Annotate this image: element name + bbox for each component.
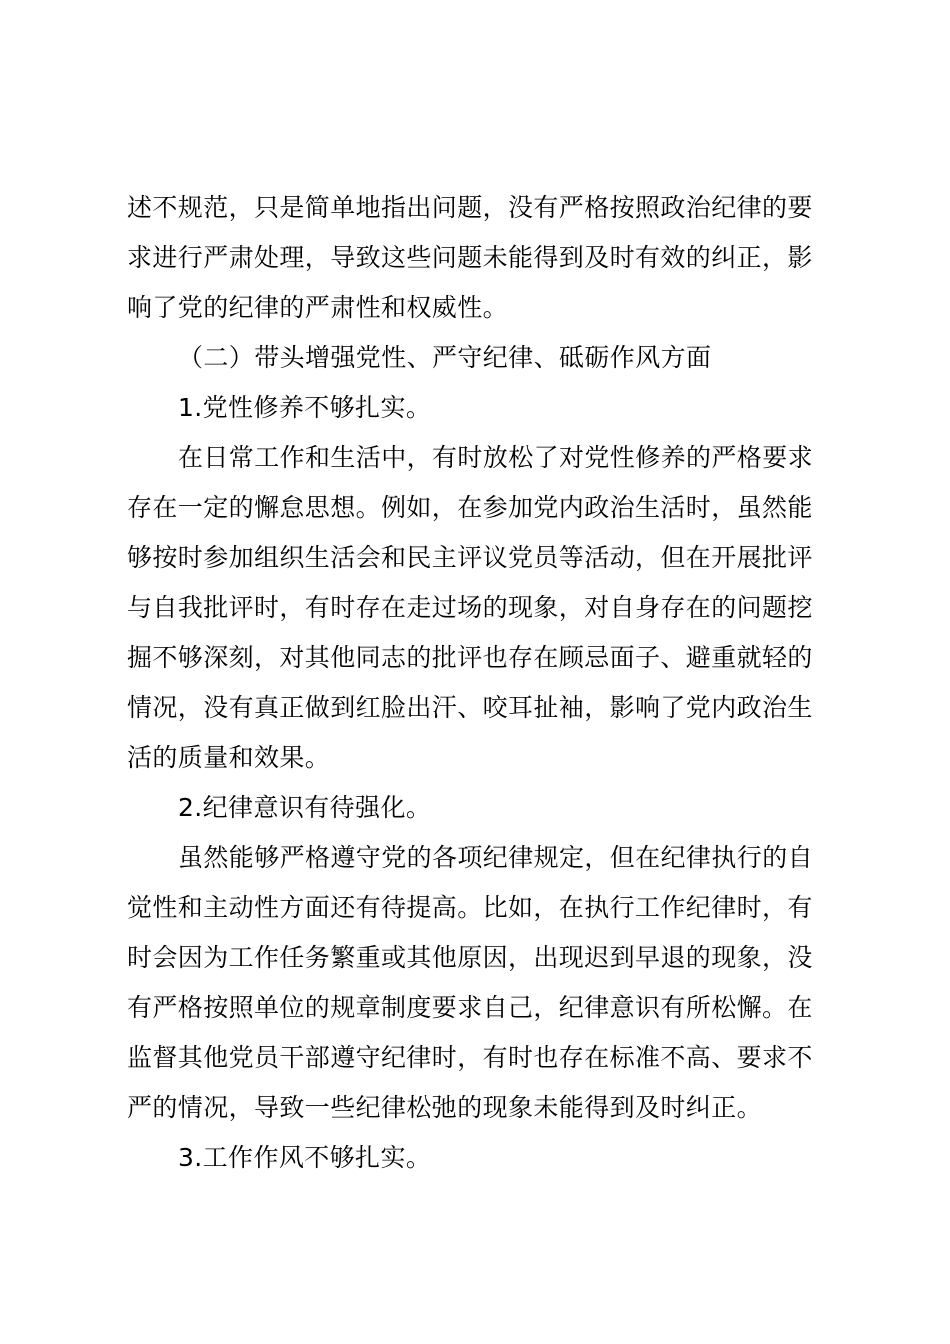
text-line: 与自我批评时，有时存在走过场的现象，对自身存在的问题挖 — [127, 593, 813, 622]
section-heading: （二）带头增强党性、严守纪律、砥砺作风方面 — [178, 343, 712, 372]
text-line: 响了党的纪律的严肃性和权威性。 — [127, 293, 509, 322]
subsection-heading: 3.工作作风不够扎实。 — [178, 1143, 432, 1172]
text-line: 够按时参加组织生活会和民主评议党员等活动，但在开展批评 — [127, 543, 813, 572]
text-line: 严的情况，导致一些纪律松弛的现象未能得到及时纠正。 — [127, 1093, 763, 1122]
text-line: 有严格按照单位的规章制度要求自己，纪律意识有所松懈。在 — [127, 993, 813, 1022]
text-line: 情况，没有真正做到红脸出汗、咬耳扯袖，影响了党内政治生 — [127, 693, 813, 722]
text-line: 求进行严肃处理，导致这些问题未能得到及时有效的纠正，影 — [127, 243, 813, 272]
text-line: 存在一定的懈怠思想。例如，在参加党内政治生活时，虽然能 — [127, 493, 813, 522]
text-line: 时会因为工作任务繁重或其他原因，出现迟到早退的现象，没 — [127, 943, 813, 972]
text-line: 觉性和主动性方面还有待提高。比如，在执行工作纪律时，有 — [127, 893, 813, 922]
document-body — [127, 183, 837, 1183]
text-line: 监督其他党员干部遵守纪律时，有时也存在标准不高、要求不 — [127, 1043, 813, 1072]
text-line: 掘不够深刻，对其他同志的批评也存在顾忌面子、避重就轻的 — [127, 643, 813, 672]
text-line: 在日常工作和生活中，有时放松了对党性修养的严格要求 — [178, 443, 814, 472]
subsection-heading: 1.党性修养不够扎实。 — [178, 393, 432, 422]
text-line: 述不规范，只是简单地指出问题，没有严格按照政治纪律的要 — [127, 193, 813, 222]
text-line: 虽然能够严格遵守党的各项纪律规定，但在纪律执行的自 — [178, 843, 814, 872]
text-line: 活的质量和效果。 — [127, 743, 331, 772]
subsection-heading: 2.纪律意识有待强化。 — [178, 793, 432, 822]
